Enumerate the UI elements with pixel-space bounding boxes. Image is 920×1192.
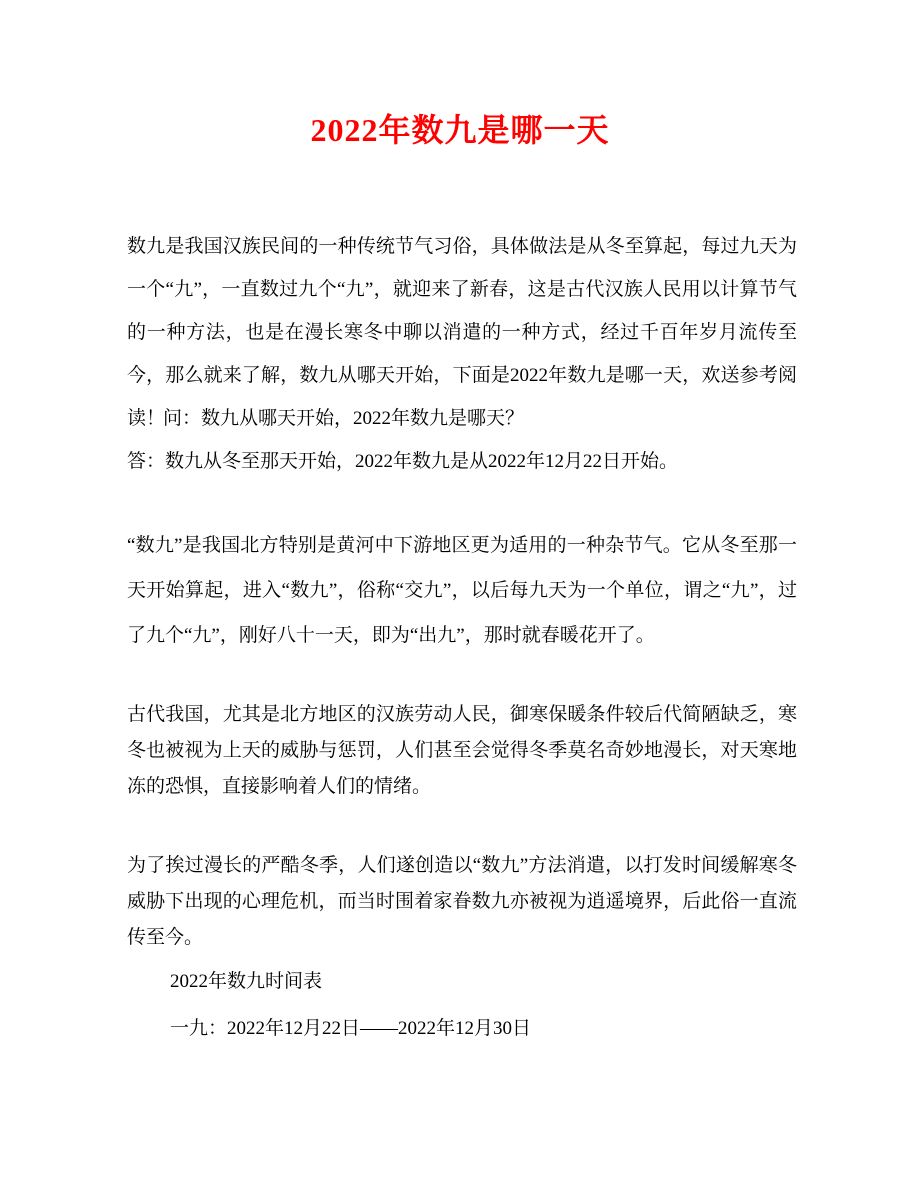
paragraph-ancient-china: 古代我国，尤其是北方地区的汉族劳动人民，御寒保暖条件较后代简陋缺乏，寒冬也被视为上天的威胁与惩罚，人们甚至会觉得冬季莫名奇妙地漫长，对天寒地冻的恐惧，直接影响着人们的情绪。 <box>127 704 797 797</box>
paragraph-answer: 答：数九从冬至那天开始，2022年数九是从2022年12月22日开始。 <box>127 451 679 472</box>
paragraph-question: 问：数九从哪天开始，2022年数九是哪天？ <box>163 408 525 429</box>
schedule-row-yijiu: 一九：2022年12月22日——2022年12月30日 <box>170 1018 532 1039</box>
paragraph-coping-winter: 为了挨过漫长的严酷冬季，人们遂创造以“数九”方法消遣，以打发时间缓解寒冬威胁下出现的心理危机，而当时围着家眷数九亦被视为逍遥境界，后此俗一直流传至今。 <box>127 855 797 948</box>
paragraph-shujiu-explanation: “数九”是我国北方特别是黄河中下游地区更为适用的一种杂节气。它从冬至那一天开始算起，进入“数九”，俗称“交九”，以后每九天为一个单位，谓之“九”，过了九个“九”，刚好八十一天，即为“出九”，那时就春暖花开了。 <box>127 535 797 646</box>
schedule-table-title: 2022年数九时间表 <box>170 971 323 992</box>
paragraph-intro: 数九是我国汉族民间的一种传统节气习俗，具体做法是从冬至算起，每过九天为一个“九”，一直数过九个“九”，就迎来了新春，这是古代汉族人民用以计算节气的一种方法，也是在漫长寒冬中聊以消遣的一种方式，经过千百年岁月流传至今，那么就来了解，数九从哪天开始，下面是2022年数九是哪一天，欢送参考阅读！ <box>127 236 797 429</box>
document-title: 2022年数九是哪一天 <box>310 112 610 148</box>
